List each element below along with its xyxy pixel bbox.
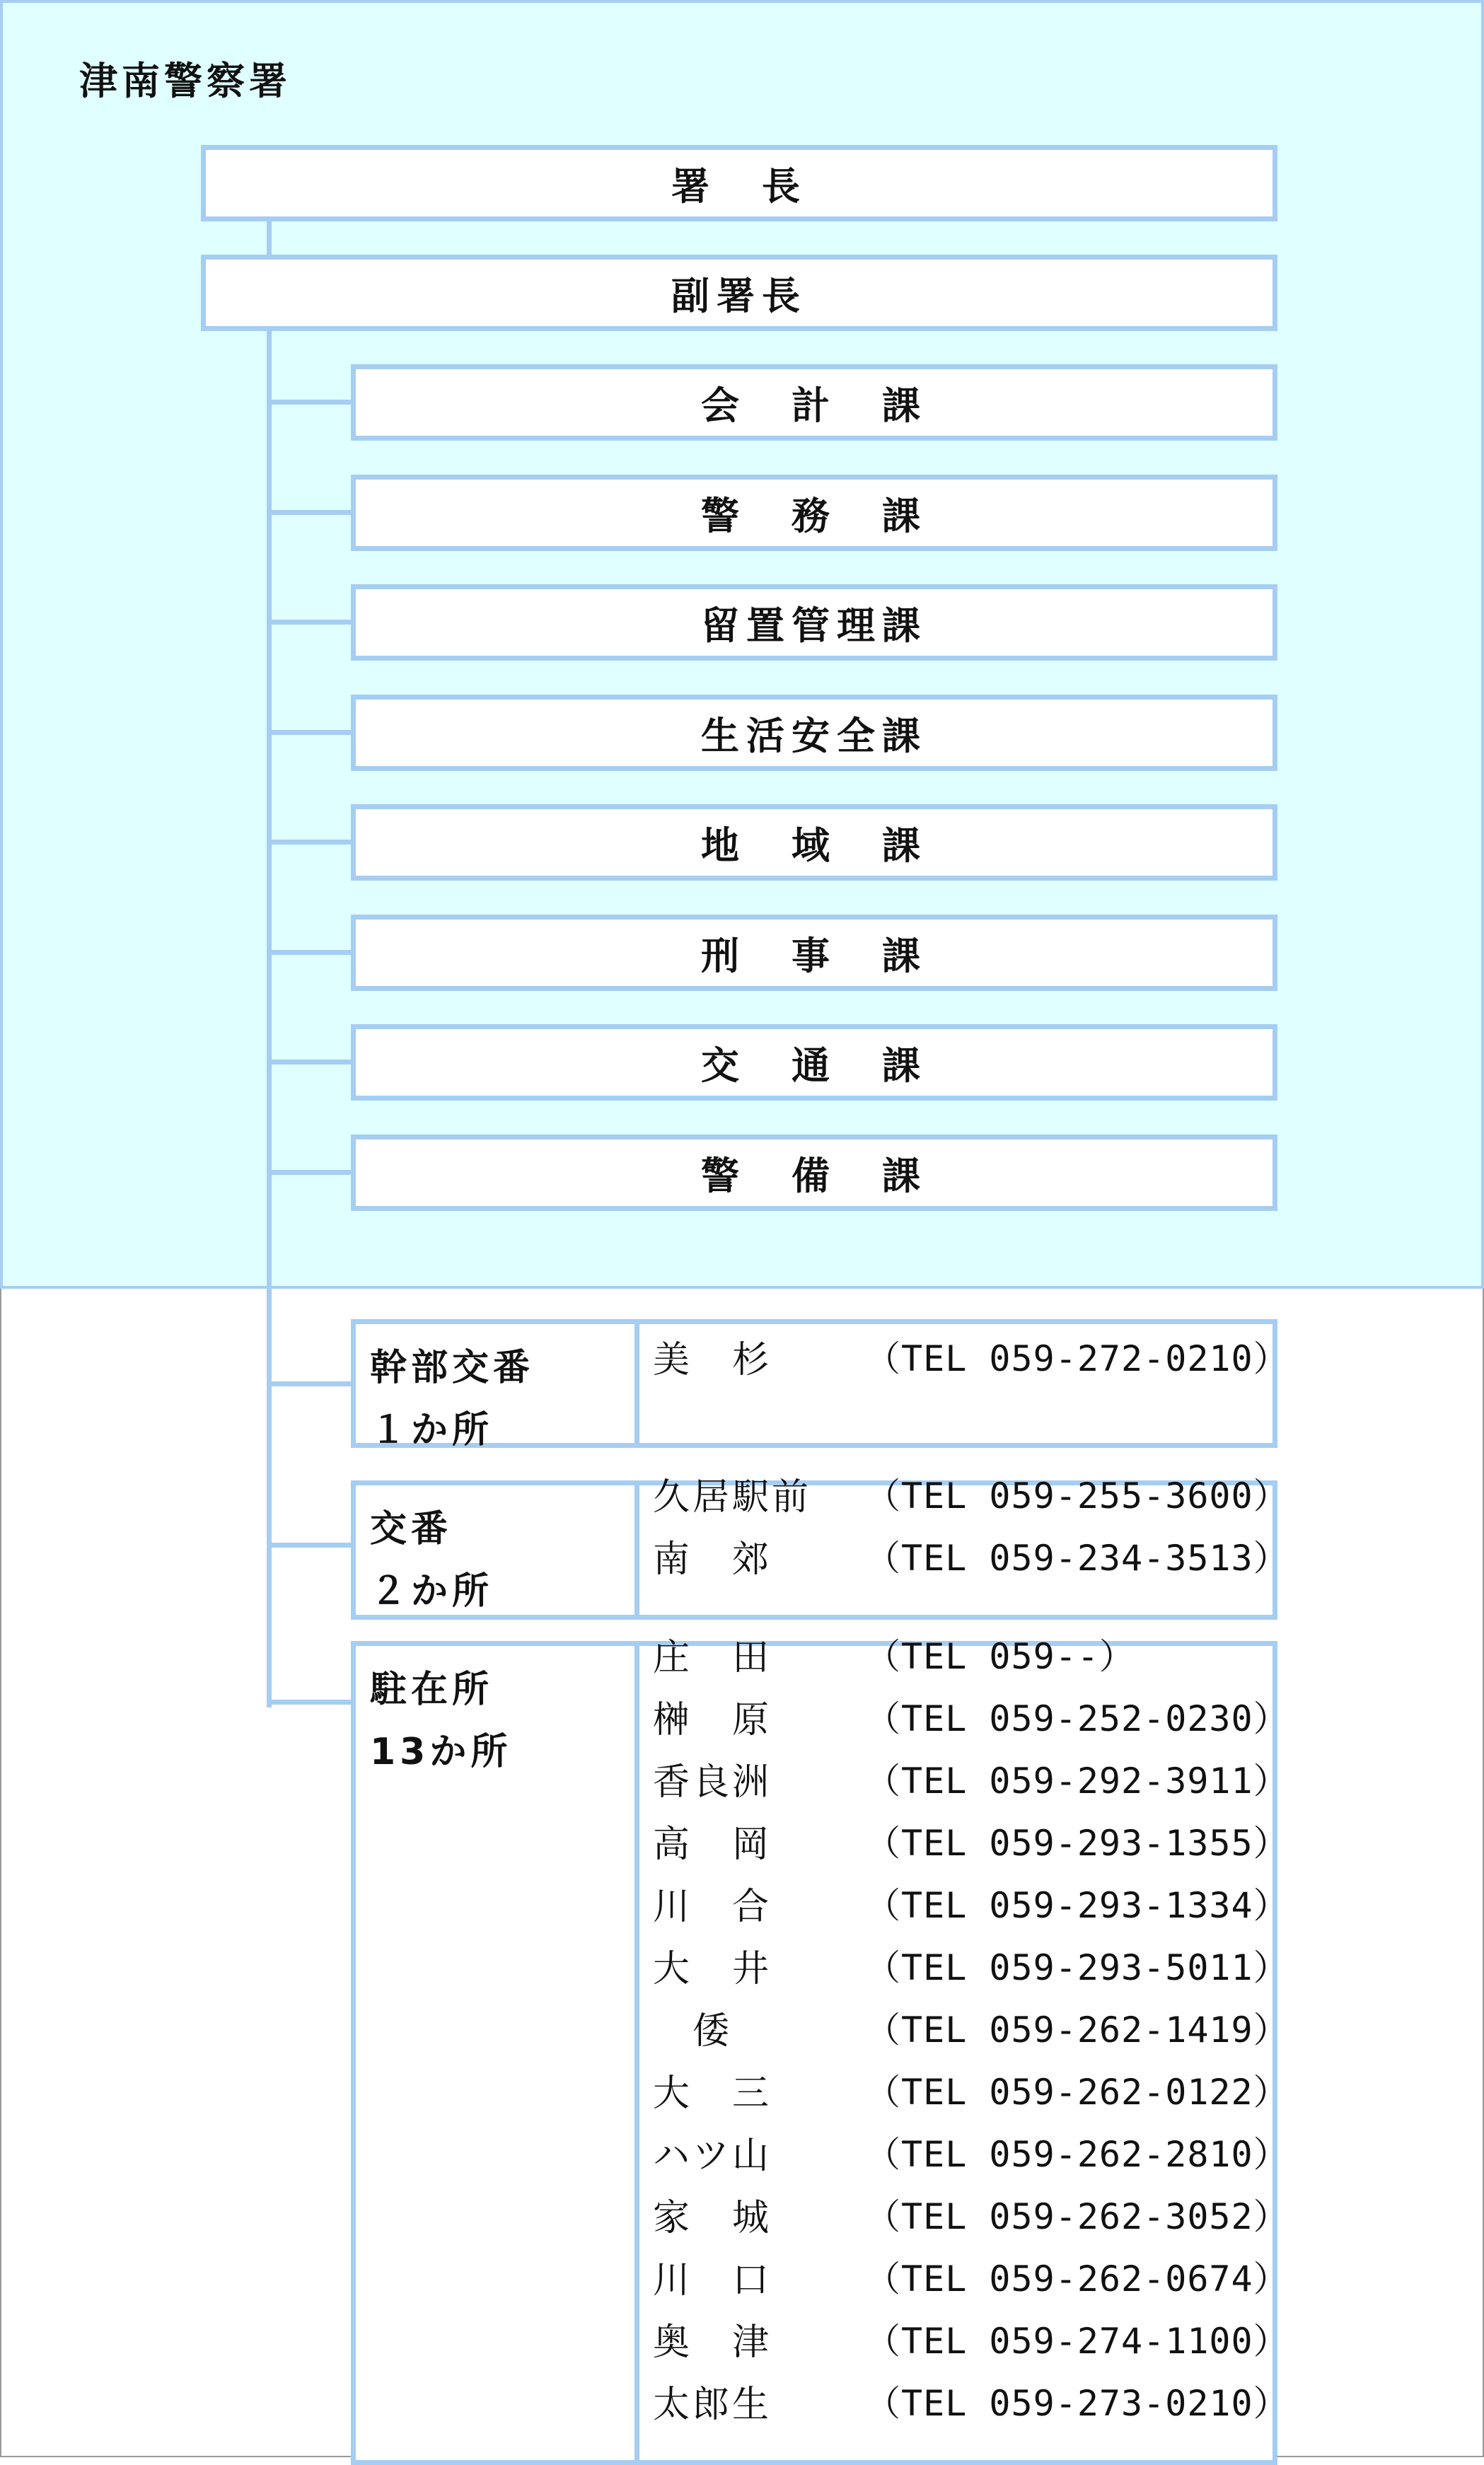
substation-row — [653, 1623, 1135, 1685]
substation-name: 奥 津 — [653, 2321, 772, 2364]
substation-phone: （TEL 059-293-1334） — [865, 1885, 1289, 1926]
department-branch — [269, 730, 354, 735]
substation-group — [351, 1475, 1289, 1620]
department-box — [351, 584, 1277, 661]
department-branch — [269, 1170, 354, 1175]
group-divider — [634, 1324, 639, 1443]
substation-name: 大 三 — [653, 2072, 772, 2115]
department-branch — [269, 840, 354, 845]
department-box — [351, 1024, 1277, 1101]
substation-phone: （TEL 059-273-0210） — [865, 2383, 1289, 2424]
substation-phone: （TEL 059-293-5011） — [865, 1947, 1289, 1988]
chief-label: 署 長 — [671, 163, 807, 209]
substation-row — [653, 1462, 1289, 1524]
page-title: 津南警察署 — [79, 59, 291, 103]
group-divider — [634, 1646, 639, 2460]
substation-name: 倭 — [653, 2009, 733, 2053]
substation-phone: （TEL 059-255-3600） — [865, 1475, 1289, 1516]
group-label — [370, 1337, 534, 1461]
substation-row — [653, 2183, 1289, 2245]
substation-name: 大 井 — [653, 1947, 772, 1990]
group-branch — [269, 1381, 354, 1386]
group-label-count: ２か所 — [370, 1570, 494, 1613]
substation-phone: （TEL 059--） — [865, 1636, 1135, 1677]
substation-phone: （TEL 059-262-1419） — [865, 2009, 1289, 2051]
department-label: 地 域 課 — [701, 823, 927, 868]
department-box — [351, 475, 1277, 551]
group-label — [370, 1498, 493, 1623]
substation-name: 久居駅前 — [653, 1475, 812, 1519]
substation-group — [351, 1319, 1289, 1451]
substation-row — [653, 1747, 1289, 1809]
substation-name: 高 岡 — [653, 1823, 772, 1866]
substation-row — [653, 1809, 1289, 1872]
substation-name: 庄 田 — [653, 1636, 772, 1679]
substation-name: 家 城 — [653, 2196, 772, 2239]
substation-name: 川 合 — [653, 1885, 772, 1928]
substation-name: 南 郊 — [653, 1538, 772, 1581]
substation-phone: （TEL 059-274-1100） — [865, 2321, 1289, 2362]
department-branch — [269, 950, 354, 955]
department-label: 留置管理課 — [701, 603, 927, 648]
substation-name: 川 口 — [653, 2258, 772, 2302]
substation-row — [653, 2370, 1289, 2432]
substation-name: 香良洲 — [653, 1761, 772, 1804]
substation-phone: （TEL 059-262-0674） — [865, 2258, 1289, 2299]
substation-phone: （TEL 059-262-0122） — [865, 2072, 1289, 2113]
chief-box — [201, 145, 1277, 221]
deputy-label: 副署長 — [671, 273, 807, 318]
substation-row — [653, 2307, 1289, 2370]
substation-name: 美 杉 — [653, 1338, 772, 1381]
connector-trunk — [267, 330, 272, 1707]
substation-row — [653, 1325, 1289, 1387]
substation-row — [653, 2121, 1289, 2183]
substation-phone: （TEL 059-234-3513） — [865, 1538, 1289, 1579]
substation-row — [653, 1872, 1289, 1934]
group-label-type: 駐在所 — [370, 1669, 494, 1711]
substation-phone: （TEL 059-293-1355） — [865, 1823, 1289, 1864]
substation-row — [653, 1934, 1289, 1996]
group-label-count: １か所 — [370, 1409, 494, 1451]
group-label-count: 13か所 — [370, 1731, 512, 1773]
substation-phone: （TEL 059-262-2810） — [865, 2134, 1289, 2175]
substation-name: ハツ山 — [653, 2134, 772, 2177]
connector-chief-deputy — [267, 221, 272, 259]
substation-name: 榊 原 — [653, 1698, 772, 1741]
group-branch — [269, 1700, 354, 1705]
department-box — [351, 364, 1277, 441]
substation-phone: （TEL 059-272-0210） — [865, 1338, 1289, 1379]
department-label: 警 備 課 — [701, 1153, 927, 1198]
substation-row — [653, 1524, 1289, 1587]
department-label: 刑 事 課 — [701, 933, 927, 978]
department-label: 交 通 課 — [701, 1043, 927, 1088]
substation-group — [351, 1636, 1289, 2465]
department-branch — [269, 510, 354, 515]
department-branch — [269, 1060, 354, 1065]
group-label — [370, 1659, 511, 1783]
substation-row — [653, 2245, 1289, 2307]
department-label: 会 計 課 — [701, 383, 927, 428]
department-branch — [269, 620, 354, 625]
department-branch — [269, 400, 354, 405]
group-label-type: 交番 — [370, 1508, 453, 1550]
substation-row — [653, 1685, 1289, 1747]
department-box — [351, 804, 1277, 881]
substation-phone: （TEL 059-252-0230） — [865, 1698, 1289, 1739]
substation-phone: （TEL 059-292-3911） — [865, 1761, 1289, 1802]
group-label-type: 幹部交番 — [370, 1347, 535, 1389]
department-label: 生活安全課 — [701, 713, 927, 758]
department-box — [351, 1135, 1277, 1211]
substation-row — [653, 1996, 1289, 2058]
group-divider — [634, 1485, 639, 1615]
department-box — [351, 695, 1277, 771]
substation-phone: （TEL 059-262-3052） — [865, 2196, 1289, 2237]
department-label: 警 務 課 — [701, 493, 927, 538]
group-branch — [269, 1543, 354, 1548]
substation-name: 太郎生 — [653, 2383, 772, 2426]
deputy-box — [201, 255, 1277, 331]
substation-row — [653, 2058, 1289, 2121]
department-box — [351, 915, 1277, 991]
